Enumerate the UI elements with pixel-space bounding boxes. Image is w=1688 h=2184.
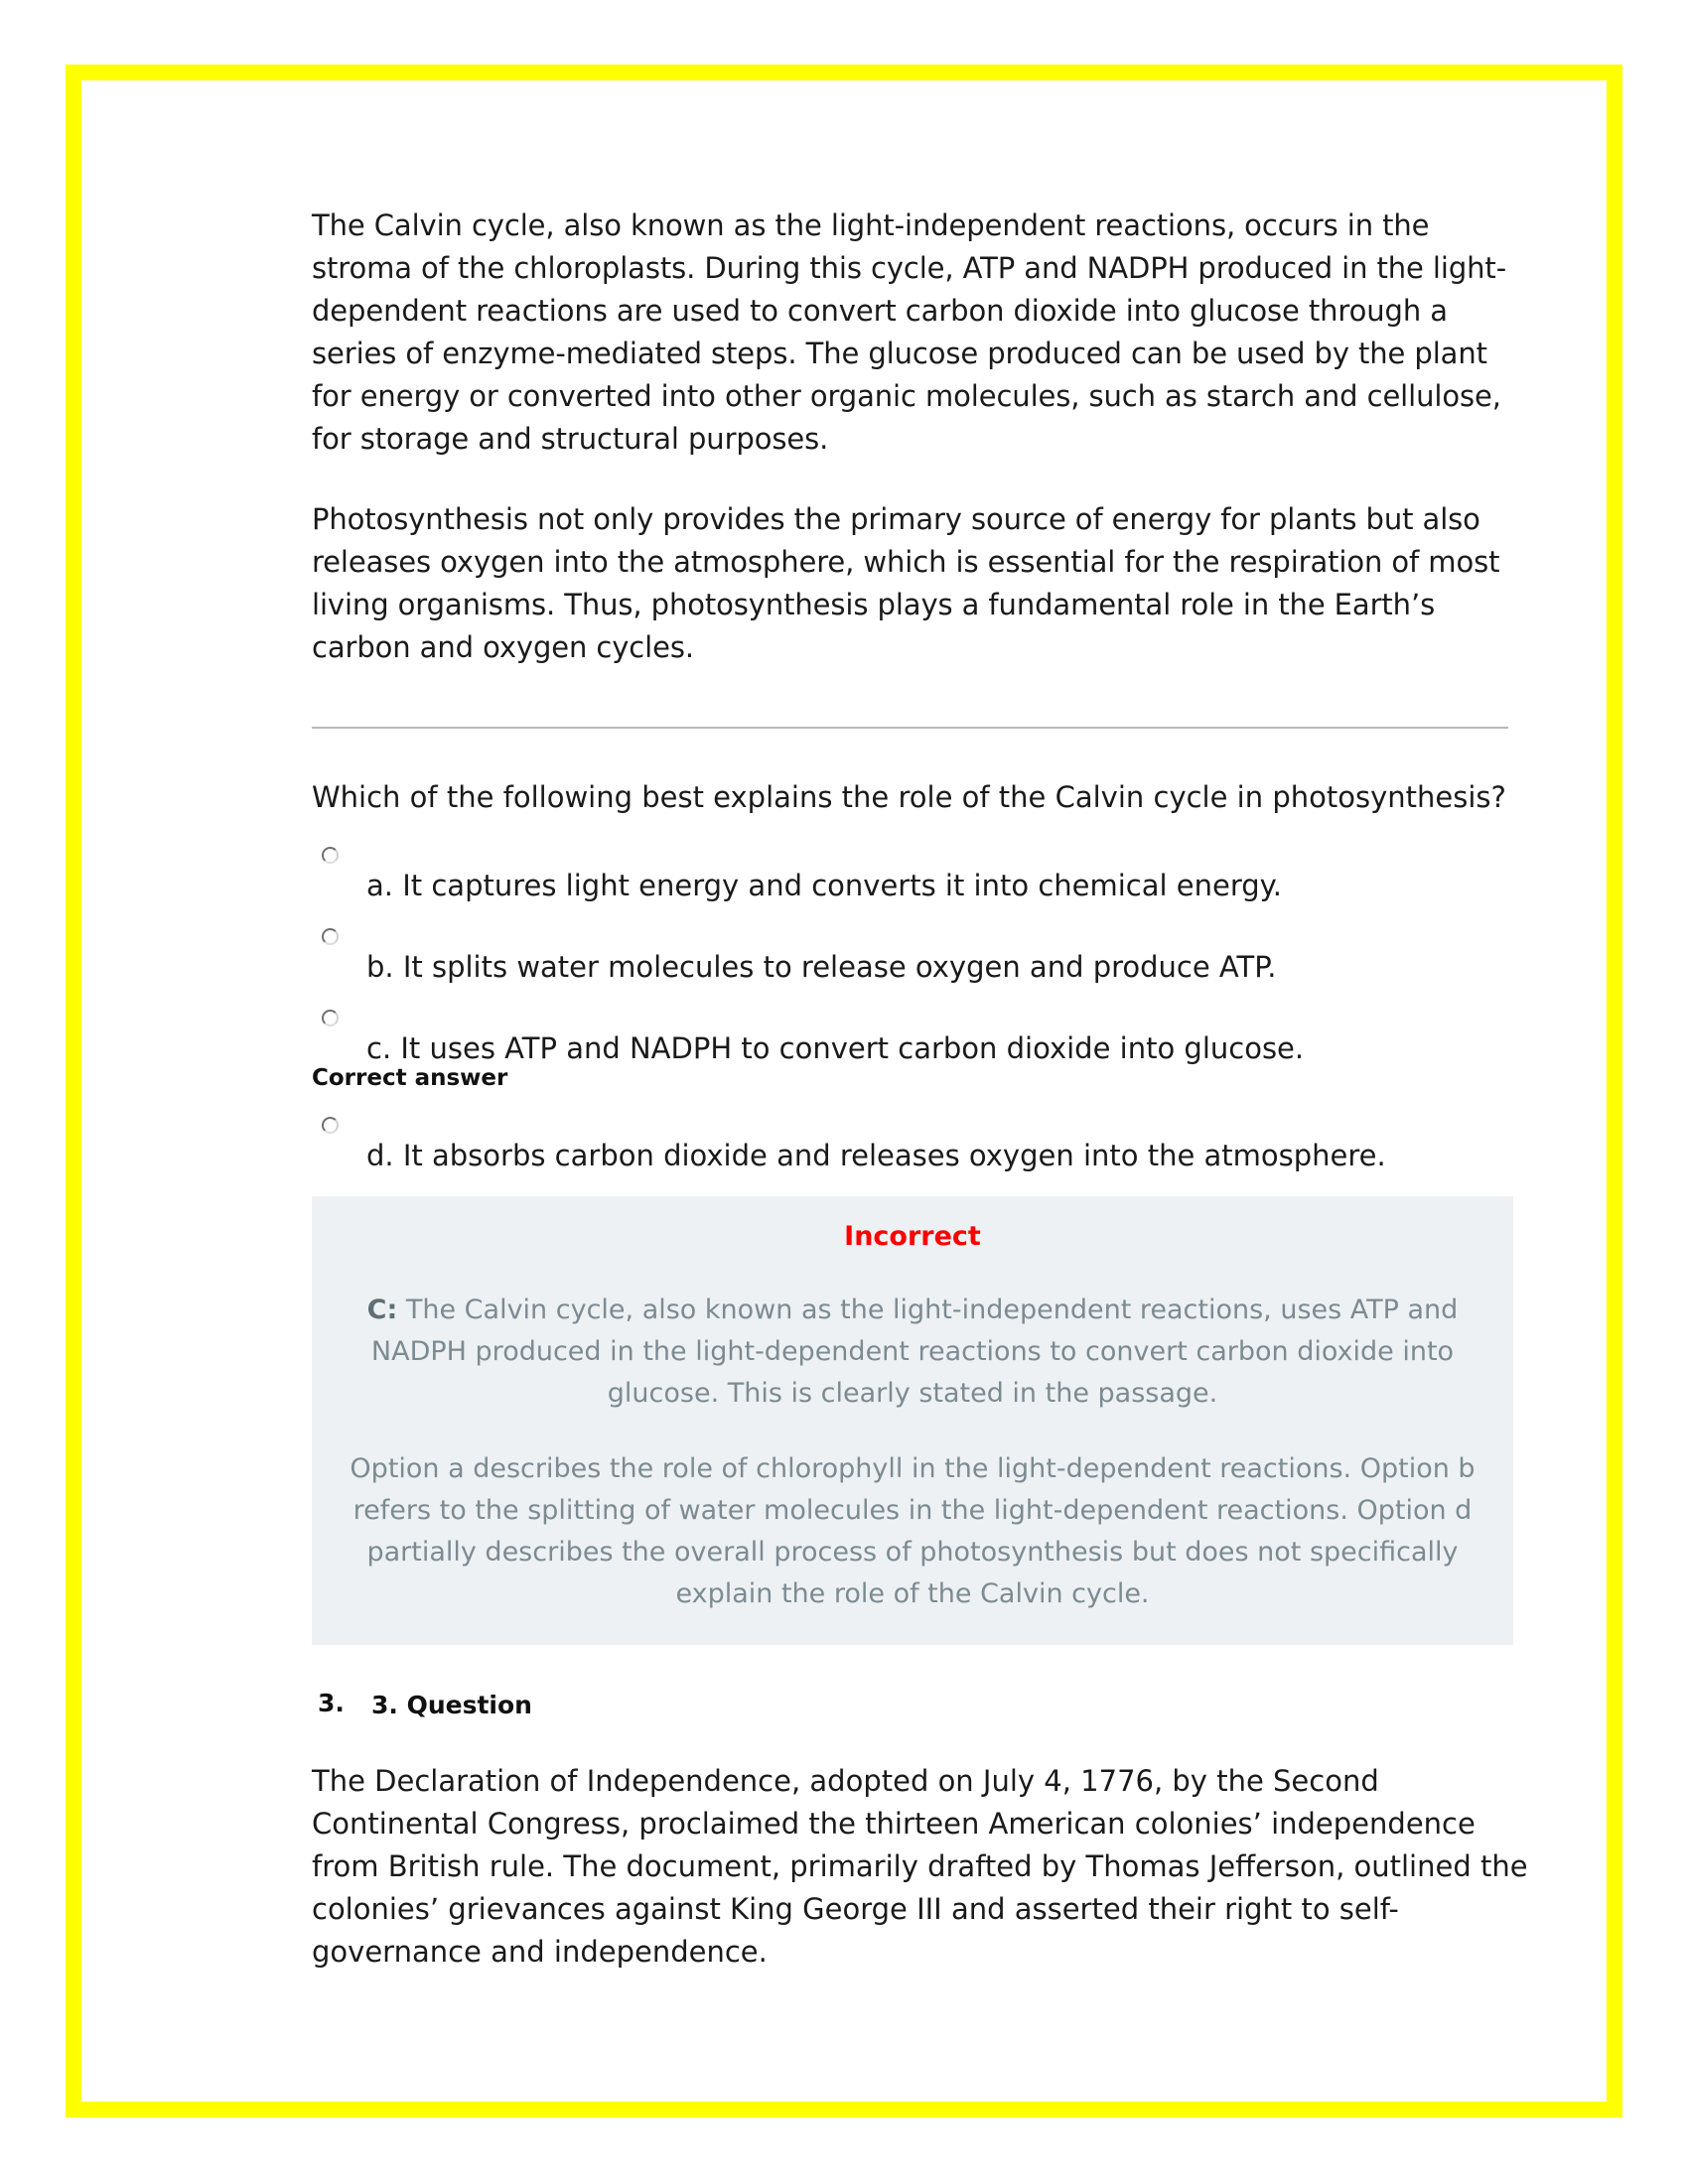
feedback-panel: [312, 1196, 1513, 1645]
feedback-status-label: Incorrect: [844, 1221, 981, 1252]
correct-answer-badge: Correct answer: [312, 1065, 508, 1091]
question-stem: Which of the following best explains the role of the Calvin cycle in photosynthesis?: [312, 780, 1506, 814]
next-question-block: [312, 1689, 1543, 1722]
option-c[interactable]: [312, 1008, 1543, 1093]
content-area: [312, 205, 1543, 1974]
feedback-explanation-primary-text: The Calvin cycle, also known as the light-independent reactions, uses ATP and NADPH produced in the light-dependent reactions to convert carbon dioxide into glucose. This is clearly stated in the passage.: [370, 1295, 1459, 1409]
feedback-explanation-secondary: Option a describes the role of chlorophyll in the light-dependent reactions. Option b refers to the splitting of water molecules in the light-dependent reactions. Option d partially describes the overall process of photosynthesis but does not specifically explain the role of the Calvin cycle.: [350, 1453, 1476, 1609]
passage-paragraph-2: Photosynthesis not only provides the primary source of energy for plants but also releases oxygen into the atmosphere, which is essential for the respiration of most living organisms. Thus, photosynthesis plays a fundamental role in the Earth’s carbon and oxygen cycles.: [312, 502, 1500, 664]
radio-button-icon-d[interactable]: [322, 1117, 339, 1134]
next-question-passage: The Declaration of Independence, adopted on July 4, 1776, by the Second Continental Congress, proclaimed the thirteen American colonies’ independence from British rule. The document, primarily drafted by Thomas Jefferson, outlined the colonies’ grievances against King George III and asserted their right to self-governance and independence.: [312, 1764, 1528, 1969]
option-b-label: b. It splits water molecules to release oxygen and produce ATP.: [366, 950, 1277, 984]
option-d[interactable]: [312, 1115, 1543, 1174]
question-heading: 3. Question: [371, 1691, 532, 1719]
radio-button-icon-a[interactable]: [322, 847, 339, 864]
radio-button-icon-c[interactable]: [322, 1010, 339, 1026]
next-question-item: [318, 1689, 1543, 1722]
feedback-explanation-primary: [340, 1290, 1485, 1415]
option-c-label: c. It uses ATP and NADPH to convert carbon dioxide into glucose.: [366, 1031, 1305, 1065]
radio-button-icon-b[interactable]: [322, 928, 339, 945]
option-a[interactable]: [312, 845, 1543, 904]
page-border-frame: [66, 65, 1622, 2117]
section-divider: [312, 727, 1508, 729]
option-a-label: a. It captures light energy and converts it into chemical energy.: [366, 869, 1282, 902]
answer-options-list: [312, 845, 1543, 1174]
question-list-marker: 3.: [318, 1689, 345, 1717]
feedback-answer-key: C:: [366, 1295, 398, 1325]
option-d-label: d. It absorbs carbon dioxide and releases oxygen into the atmosphere.: [366, 1139, 1386, 1172]
section-divider-wrapper: [312, 707, 1543, 737]
passage-paragraph-1: The Calvin cycle, also known as the light-independent reactions, occurs in the stroma of the chloroplasts. During this cycle, ATP and NADPH produced in the light-dependent reactions are used to convert carbon dioxide into glucose through a series of enzyme-mediated steps. The glucose produced can be used by the plant for energy or converted into other organic molecules, such as starch and cellulose, for storage and structural purposes.: [312, 208, 1507, 456]
option-b[interactable]: [312, 926, 1543, 986]
